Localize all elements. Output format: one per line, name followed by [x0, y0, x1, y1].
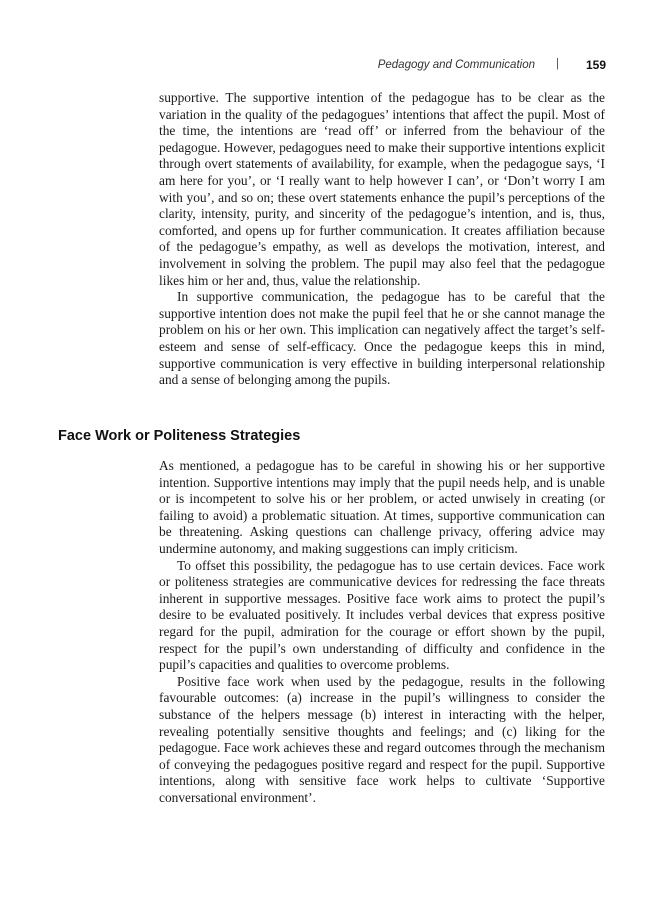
running-header — [0, 58, 661, 76]
paragraph: As mentioned, a pedagogue has to be careful in showing his or her supportive intention. Supportive intentions may imply that the pupil needs help, and is unable or is incompetent to solve his or her problem, or acted unwisely in creating (or failing to avoid) a problematic situation. At times, supportive communication can be threatening. Asking questions can challenge privacy, offering advice may undermine autonomy, and making suggestions can imply criticism. — [159, 458, 605, 556]
paragraph: supportive. The supportive intention of the pedagogue has to be clear as the variation in the quality of the pedagogues’ intentions that affect the pupil. Most of the time, the intentions are ‘read off’ or inferred from the behaviour of the pedagogue. However, pedagogues need to make their supportive intentions explicit through overt statements of availability, for example, when the pedagogue says, ‘I am here for you’, or ‘I really want to help however I can’, or ‘Don’t worry I am with you’, and so on; these overt statements enhance the pupil’s perceptions of the clarity, intensity, purity, and sincerity of the pedagogue’s intention, and is, thus, comforted, and opens up for further communication. It creates affiliation because of the pedagogue’s empathy, as well as develops the motivation, interest, and involvement in solving the problem. The pupil may also feel that the pedagogue likes him or her and, thus, value the relationship. — [159, 90, 605, 288]
section-face-work — [159, 458, 605, 806]
section-supportive-communication — [159, 90, 605, 389]
header-separator: | — [556, 58, 559, 70]
running-title: Pedagogy and Communication — [377, 59, 535, 71]
paragraph: In supportive communication, the pedagogue has to be careful that the supportive intention does not make the pupil feel that he or she cannot manage the problem on his or her own. This implication can negatively affect the target’s self-esteem and sense of self-efficacy. Once the pedagogue keeps this in mind, supportive communication is very effective in building interpersonal relationship and a sense of belonging among the pupils. — [159, 289, 605, 388]
page-number: 159 — [585, 58, 606, 72]
section-heading: Face Work or Politeness Strategies — [58, 428, 301, 444]
paragraph: Positive face work when used by the pedagogue, results in the following favourable outcomes: (a) increase in the pupil’s willingness to consider the substance of the helpers message (b) interest in interacting with the helper, revealing potentially sensitive thoughts and feelings; and (c) liking for the pedagogue. Face work achieves these and regard outcomes through the mechanism of conveying the pedagogues positive regard and respect for the pupil. Supportive intentions, along with sensitive face work helps to cultivate ‘Supportive conversational environment’. — [159, 673, 605, 805]
paragraph: To offset this possibility, the pedagogue has to use certain devices. Face work or politeness strategies are communicative devices for redressing the face threats inherent in supportive messages. Positive face work aims to protect the pupil’s desire to be evaluated positively. It includes verbal devices that express positive regard for the pupil, admiration for the courage or effort shown by the pupil, respect for the pupil’s own understanding of difficulty and confidence in the pupil’s capacities and qualities to overcome problems. — [159, 557, 605, 673]
